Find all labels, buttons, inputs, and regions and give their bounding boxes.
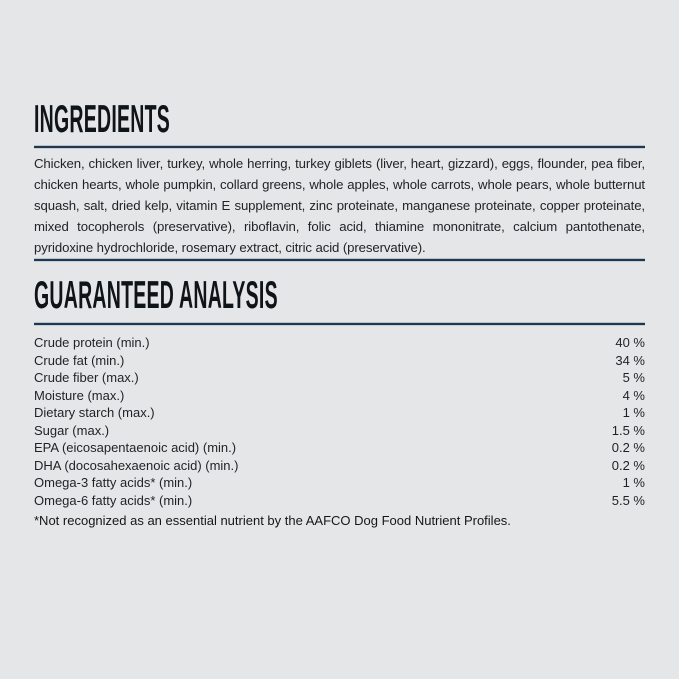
analysis-row-crude-protein <box>34 334 645 352</box>
analysis-row-crude-fat <box>34 352 645 370</box>
ingredients-heading <box>34 0 645 140</box>
analysis-value: 1 % <box>622 475 645 490</box>
analysis-row-sugar <box>34 422 645 440</box>
analysis-label: Omega-3 fatty acids* (min.) <box>34 475 193 490</box>
analysis-value: 34 % <box>615 352 645 368</box>
guaranteed-analysis-table <box>34 334 645 509</box>
analysis-label: EPA (eicosapentaenoic acid) (min.) <box>34 440 237 455</box>
analysis-label: DHA (docosahexaenoic acid) (min.) <box>34 457 239 473</box>
ingredients-text: Chicken, chicken liver, turkey, whole herring, turkey giblets (liver, heart, gizzard), eggs, flounder, pea fiber, chicken hearts, whole pumpkin, collard greens, whole apples, whole carrots, whole pears, whole butternut squash, salt, dried kelp, vitamin E supplement, zinc proteinate, manganese proteinate, copper proteinate, mixed tocopherols (preservative), riboflavin, folic acid, thiamine mononitrate, calcium pantothenate, pyridoxine hydrochloride, rosemary extract, citric acid (preservative). <box>34 156 645 255</box>
analysis-row-omega3 <box>34 474 645 492</box>
analysis-value: 0.2 % <box>611 457 645 473</box>
analysis-value: 40 % <box>615 335 645 350</box>
divider-rule <box>34 322 645 326</box>
analysis-value: 1 % <box>622 405 645 420</box>
guaranteed-analysis-heading <box>34 276 645 316</box>
analysis-row-moisture <box>34 387 645 405</box>
analysis-row-dha <box>34 457 645 475</box>
divider-rule <box>34 145 645 149</box>
analysis-value: 5 % <box>622 370 645 385</box>
analysis-label: Dietary starch (max.) <box>34 405 155 420</box>
guaranteed-analysis-heading-text: GUARANTEED ANALYSIS <box>34 274 278 317</box>
analysis-row-dietary-starch <box>34 404 645 422</box>
divider-rule <box>34 258 645 262</box>
analysis-label: Crude fat (min.) <box>34 352 125 368</box>
aafco-footnote: *Not recognized as an essential nutrient by the AAFCO Dog Food Nutrient Profiles. <box>34 513 511 528</box>
analysis-row-epa <box>34 439 645 457</box>
analysis-value: 0.2 % <box>611 440 645 455</box>
ingredients-heading-text: INGREDIENTS <box>34 98 171 141</box>
analysis-row-crude-fiber <box>34 369 645 387</box>
analysis-value: 4 % <box>622 387 645 403</box>
analysis-label: Crude fiber (max.) <box>34 370 139 385</box>
analysis-label: Omega-6 fatty acids* (min.) <box>34 492 193 508</box>
analysis-value: 1.5 % <box>611 422 645 438</box>
analysis-label: Moisture (max.) <box>34 387 125 403</box>
analysis-label: Sugar (max.) <box>34 422 110 438</box>
analysis-value: 5.5 % <box>611 492 645 508</box>
analysis-label: Crude protein (min.) <box>34 335 150 350</box>
analysis-row-omega6 <box>34 492 645 510</box>
